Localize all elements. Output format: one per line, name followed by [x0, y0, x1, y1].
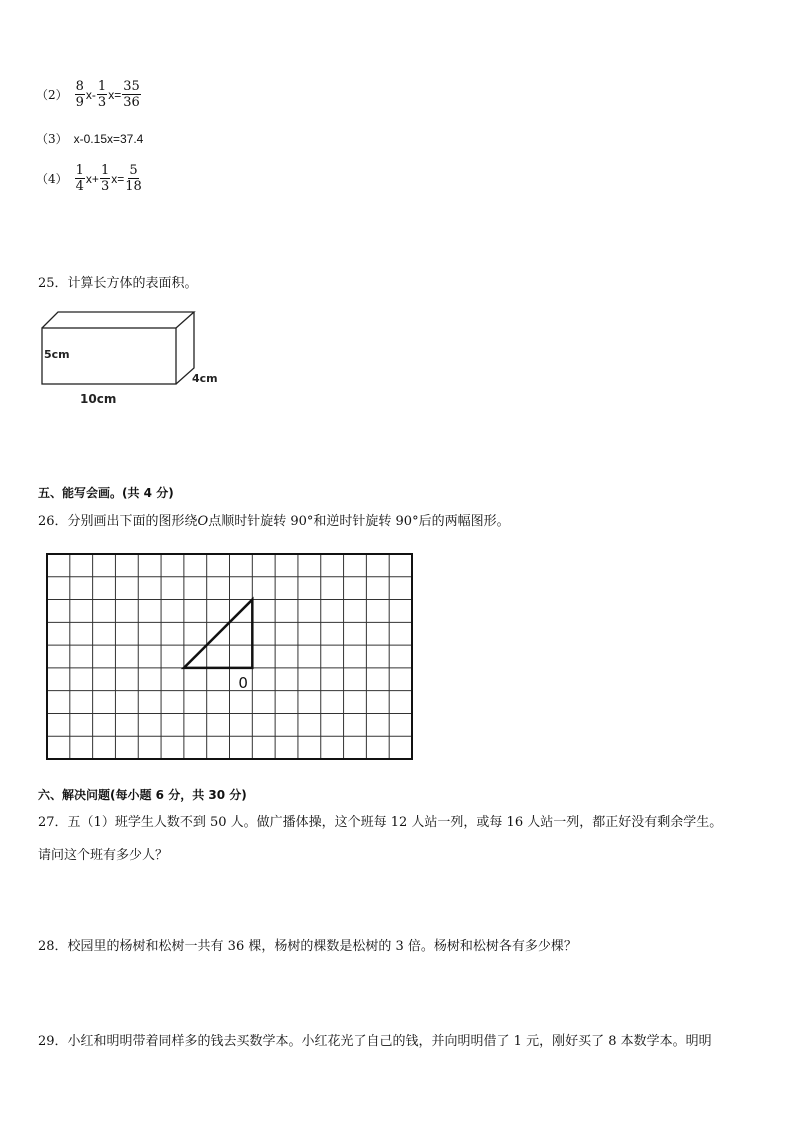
question-25: 25．计算长方体的表面积。 — [38, 276, 198, 291]
denominator: 3 — [100, 179, 110, 194]
question-26-text: 26．分别画出下面的图形绕 — [38, 514, 198, 529]
question-29: 29．小红和明明带着同样多的钱去买数学本。小红花光了自己的钱，并向明明借了 1 元，刚好买了 8 本数学本。明明 — [38, 1034, 712, 1049]
denominator: 3 — [97, 95, 107, 110]
question-27-line2: 请问这个班有多少人？ — [38, 848, 169, 863]
point-o-label: 0 — [238, 673, 248, 692]
equation-4 — [36, 164, 143, 193]
numerator: 35 — [123, 79, 140, 94]
question-28: 28．校园里的杨树和松树一共有 36 棵，杨树的棵数是松树的 3 倍。杨树和松树各有多少棵？ — [38, 939, 577, 954]
triangle-shape — [184, 600, 252, 668]
question-26-text-end: 点顺时针旋转 90°和逆时针旋转 90°后的两幅图形。 — [208, 514, 510, 529]
fraction — [125, 164, 142, 193]
numerator: 1 — [75, 163, 84, 178]
fraction — [122, 80, 141, 109]
equation-label: （2） — [36, 88, 68, 102]
denominator: 36 — [123, 95, 140, 110]
section-6-title: 六、解决问题(每小题 6 分，共 30 分) — [38, 788, 247, 802]
equation-label: （4） — [36, 172, 68, 186]
fraction — [97, 80, 107, 109]
cuboid-top-face — [42, 312, 194, 328]
fraction — [100, 164, 110, 193]
height-label: 5cm — [44, 348, 70, 361]
length-label: 10cm — [80, 392, 117, 406]
grid-lines — [47, 554, 412, 759]
equation-term: x= — [108, 87, 122, 102]
equation-3 — [36, 130, 143, 147]
equation-term: x- — [85, 87, 96, 102]
fraction — [75, 80, 85, 109]
rotation-grid — [40, 548, 420, 764]
section-5-title: 五、能写会画。(共 4 分) — [38, 486, 174, 500]
question-26 — [38, 510, 510, 529]
numerator: 5 — [129, 163, 138, 178]
denominator: 4 — [75, 179, 84, 194]
equation-term: x+ — [85, 171, 99, 186]
denominator: 18 — [125, 179, 142, 194]
depth-label: 4cm — [192, 372, 218, 385]
fraction — [75, 164, 85, 193]
equation-label: （3） — [36, 132, 68, 146]
numerator: 8 — [75, 79, 84, 94]
numerator: 1 — [97, 79, 107, 94]
cuboid-figure — [30, 300, 230, 410]
equation-term: x= — [111, 171, 125, 186]
equation-2 — [36, 80, 142, 109]
equation-text: x-0.15x=37.4 — [73, 131, 144, 146]
question-27-line1: 27．五（1）班学生人数不到 50 人。做广播体操，这个班每 12 人站一列，或每 16 人站一列，都正好没有剩余学生。 — [38, 815, 723, 830]
numerator: 1 — [100, 163, 110, 178]
denominator: 9 — [75, 95, 84, 110]
point-o-name: O — [197, 514, 209, 529]
